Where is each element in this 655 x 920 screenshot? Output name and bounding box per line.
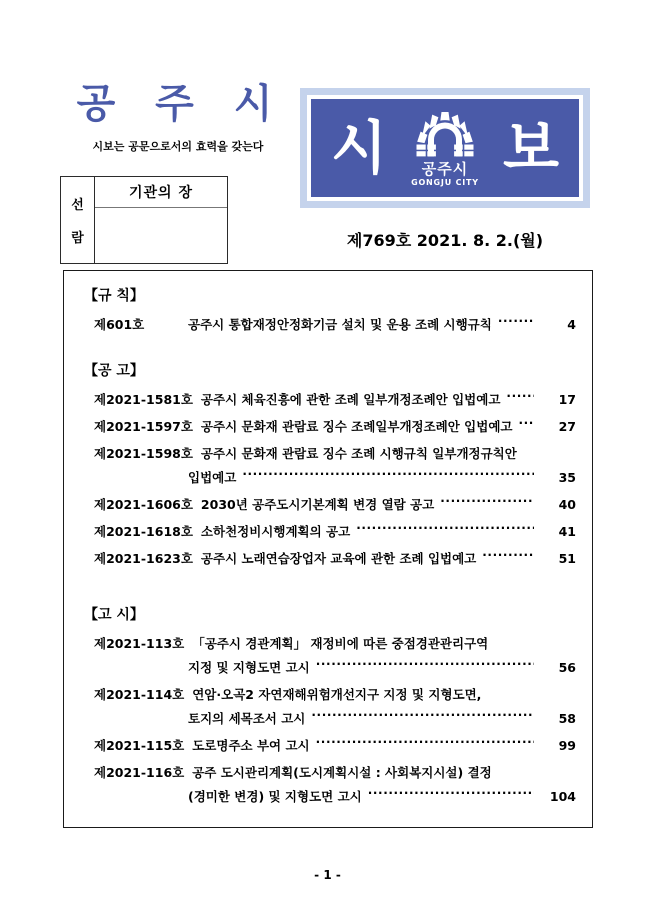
toc-leader-dots: [316, 738, 534, 750]
approval-label-char-1: 선: [71, 198, 84, 214]
toc-entry-title: 도로명주소 부여 고시: [192, 738, 310, 753]
toc-entry-title: 소하천정비시행계획의 공고: [200, 524, 351, 539]
approval-label-column: [61, 177, 95, 263]
toc-entry[interactable]: [80, 390, 576, 408]
toc-leader-dots: [242, 470, 534, 482]
toc-entry-page-number: 35: [558, 470, 576, 485]
toc-entry-page-number: [534, 446, 576, 461]
toc-entry-title: 공주시 문화재 관람료 징수 조례일부개정조례안 입법예고: [200, 419, 513, 434]
toc-section: [80, 360, 576, 567]
toc-leader-dots: [494, 636, 534, 648]
masthead: [0, 0, 655, 268]
gazette-logo: [300, 88, 590, 208]
toc-entry[interactable]: [80, 634, 576, 652]
toc-entry[interactable]: [80, 787, 576, 805]
toc-entry[interactable]: [80, 495, 576, 513]
approval-content-column: [95, 177, 227, 263]
toc-leader-dots: [498, 317, 534, 329]
toc-section: [80, 285, 576, 333]
logo-char-si: 시: [331, 114, 388, 182]
toc-section-heading: 【규 칙】: [84, 288, 144, 304]
toc-leader-dots: [523, 446, 534, 458]
toc-entry-page-number: 56: [558, 660, 576, 675]
toc-entry-page-number: [534, 636, 576, 651]
toc-entry-page-number: 17: [558, 392, 576, 407]
toc-entry-title: 공주 도시관리계획(도시계획시설 : 사회복지시설) 결정: [192, 765, 492, 780]
toc-entry[interactable]: [80, 444, 576, 462]
toc-section: [80, 604, 576, 805]
toc-entry-page-number: 40: [558, 497, 576, 512]
emblem-english-label: GONGJU CITY: [411, 178, 479, 187]
toc-entry-page-number: 27: [558, 419, 576, 434]
toc-entry-title: 연암·오곡2 자연재해위험개선지구 지정 및 지형도면,: [192, 687, 482, 702]
toc-entry[interactable]: [80, 468, 576, 486]
toc-entry-title: 공주시 통합재정안정화기금 설치 및 운용 조례 시행규칙: [188, 317, 492, 332]
toc-leader-dots: [482, 551, 534, 563]
toc-entry[interactable]: [80, 522, 576, 540]
toc-entry[interactable]: [80, 763, 576, 781]
page-number-footer: - 1 -: [314, 868, 341, 882]
toc-entry[interactable]: [80, 685, 576, 703]
toc-entry-page-number: 58: [558, 711, 576, 726]
logo-white-frame: [307, 95, 583, 201]
toc-entry[interactable]: [80, 736, 576, 754]
toc-entry-title: 공주시 체육진흥에 관한 조례 일부개정조례안 입법예고: [200, 392, 501, 407]
toc-entry-page-number: 4: [567, 317, 576, 332]
gazette-subtitle: 시보는 공문으로서의 효력을 갖는다: [92, 139, 264, 153]
toc-leader-dots: [487, 687, 534, 699]
toc-entry-title: 토지의 세목조서 고시: [188, 711, 306, 726]
page-title: 공 주 시: [76, 81, 286, 127]
toc-entry-page-number: 104: [549, 789, 576, 804]
approval-label-char-2: 람: [71, 230, 84, 246]
approval-header-cell: 기관의 장: [95, 177, 227, 208]
toc-entry-id: 제2021-1618호: [94, 524, 193, 539]
approval-signature-cell: [95, 208, 227, 263]
toc-entry-id: 제601호: [94, 317, 145, 332]
toc-entry-id: 제2021-1606호: [94, 497, 193, 512]
toc-section-spacer: [80, 576, 576, 598]
toc-entry-id: 제2021-1623호: [94, 551, 193, 566]
toc-entry[interactable]: [80, 658, 576, 676]
toc-entry-title: 공주시 문화재 관람료 징수 조례 시행규칙 일부개정규칙안: [200, 446, 517, 461]
toc-entry-title: (경미한 변경) 및 지형도면 고시: [188, 789, 362, 804]
toc-entry-page-number: 41: [558, 524, 576, 539]
toc-leader-dots: [311, 711, 534, 723]
toc-entry-id: [80, 470, 188, 485]
toc-entry-id: 제2021-1581호: [94, 392, 193, 407]
toc-entry-title: 공주시 노래연습장업자 교육에 관한 조례 입법예고: [200, 551, 477, 566]
emblem-korean-label: 공주시: [421, 160, 469, 178]
toc-section-heading: 【고 시】: [84, 607, 144, 623]
table-of-contents: [63, 270, 593, 828]
approval-stamp-table: [60, 176, 228, 264]
toc-entry-title: 「공주시 경관계획」 재정비에 따른 중점경관관리구역: [192, 636, 489, 651]
toc-leader-dots: [316, 660, 534, 672]
toc-entry-page-number: [534, 765, 576, 780]
toc-entry-id: 제2021-115호: [94, 738, 185, 753]
masthead-left-block: [58, 82, 298, 154]
toc-entry[interactable]: [80, 315, 576, 333]
toc-leader-dots: [368, 789, 534, 801]
toc-entry-id: 제2021-113호: [94, 636, 185, 651]
toc-entry-page-number: [534, 687, 576, 702]
toc-leader-dots: [498, 765, 534, 777]
logo-char-bo: 보: [502, 114, 559, 182]
toc-entry-page-number: 51: [558, 551, 576, 566]
toc-entry-id: 제2021-114호: [94, 687, 185, 702]
issue-number-and-date: 제769호 2021. 8. 2.(월): [346, 231, 544, 250]
toc-section-heading: 【공 고】: [84, 363, 144, 379]
toc-entry-id: 제2021-1598호: [94, 446, 193, 461]
logo-blue-panel: [311, 99, 579, 197]
gongju-city-emblem: [397, 109, 493, 187]
fortress-arch-icon: [405, 109, 485, 161]
toc-entry-title: 입법예고: [188, 470, 237, 485]
toc-entry-id: 제2021-116호: [94, 765, 185, 780]
toc-entry[interactable]: [80, 549, 576, 567]
toc-entry[interactable]: [80, 709, 576, 727]
toc-entry-page-number: 99: [558, 738, 576, 753]
toc-entry-id: 제2021-1597호: [94, 419, 193, 434]
toc-entry-title: 2030년 공주도시기본계획 변경 열람 공고: [200, 497, 435, 512]
toc-leader-dots: [506, 392, 534, 404]
toc-entry[interactable]: [80, 417, 576, 435]
toc-entry-id: [80, 660, 188, 675]
toc-section-spacer: [80, 342, 576, 354]
toc-entry-title: 지정 및 지형도면 고시: [188, 660, 310, 675]
toc-leader-dots: [440, 497, 534, 509]
toc-entry-id: [80, 711, 188, 726]
toc-leader-dots: [518, 419, 534, 431]
toc-leader-dots: [356, 524, 534, 536]
toc-entry-id: [80, 789, 188, 804]
